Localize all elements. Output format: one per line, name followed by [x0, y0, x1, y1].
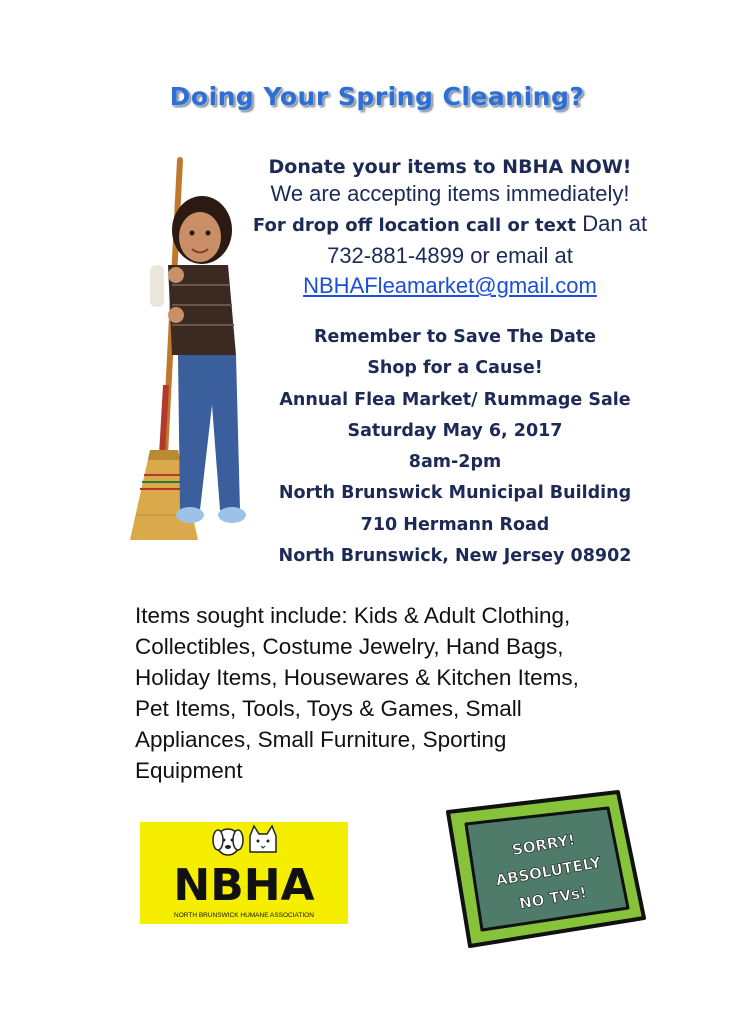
event-venue: North Brunswick Municipal Building	[278, 483, 632, 504]
sign-line-absolutely: ABSOLUTELY	[494, 853, 603, 890]
items-line: Holiday Items, Housewares & Kitchen Items,	[135, 665, 579, 690]
items-line: Equipment	[135, 758, 243, 783]
phone-line: 732-881-4899 or email at	[327, 243, 573, 268]
nbha-logo	[140, 822, 348, 924]
items-sought	[135, 600, 655, 786]
headline: Doing Your Spring Cleaning?	[169, 82, 585, 111]
event-details	[250, 322, 660, 572]
items-line: Appliances, Small Furniture, Sporting	[135, 727, 507, 752]
dropoff-prefix: For drop off location call or text	[252, 215, 576, 236]
dropoff-line	[240, 209, 660, 241]
logo-caption: NORTH BRUNSWICK HUMANE ASSOCIATION	[174, 912, 314, 919]
items-line: Items sought include: Kids & Adult Clothing,	[135, 603, 571, 628]
email-link[interactable]: NBHAFleamarket@gmail.com	[303, 273, 597, 298]
event-cause: Shop for a Cause!	[367, 358, 543, 379]
logo-letters: NBHA	[173, 860, 315, 911]
accepting-line: We are accepting items immediately!	[270, 181, 630, 206]
dropoff-name: Dan at	[582, 211, 648, 236]
event-date: Saturday May 6, 2017	[347, 420, 563, 441]
no-tvs-sign	[440, 790, 650, 950]
event-city: North Brunswick, New Jersey 08902	[278, 546, 632, 567]
event-street: 710 Hermann Road	[360, 514, 550, 535]
event-name: Annual Flea Market/ Rummage Sale	[279, 389, 631, 410]
event-time: 8am-2pm	[408, 452, 502, 473]
sign-line-no-tvs: NO TVs!	[517, 883, 589, 913]
event-save-date: Remember to Save The Date	[314, 327, 596, 347]
sign-line-sorry: SORRY!	[510, 830, 577, 860]
contact-block	[240, 155, 660, 301]
donate-line: Donate your items to NBHA NOW!	[268, 156, 632, 178]
items-line: Collectibles, Costume Jewelry, Hand Bags,	[135, 634, 564, 659]
items-line: Pet Items, Tools, Toys & Games, Small	[135, 696, 522, 721]
